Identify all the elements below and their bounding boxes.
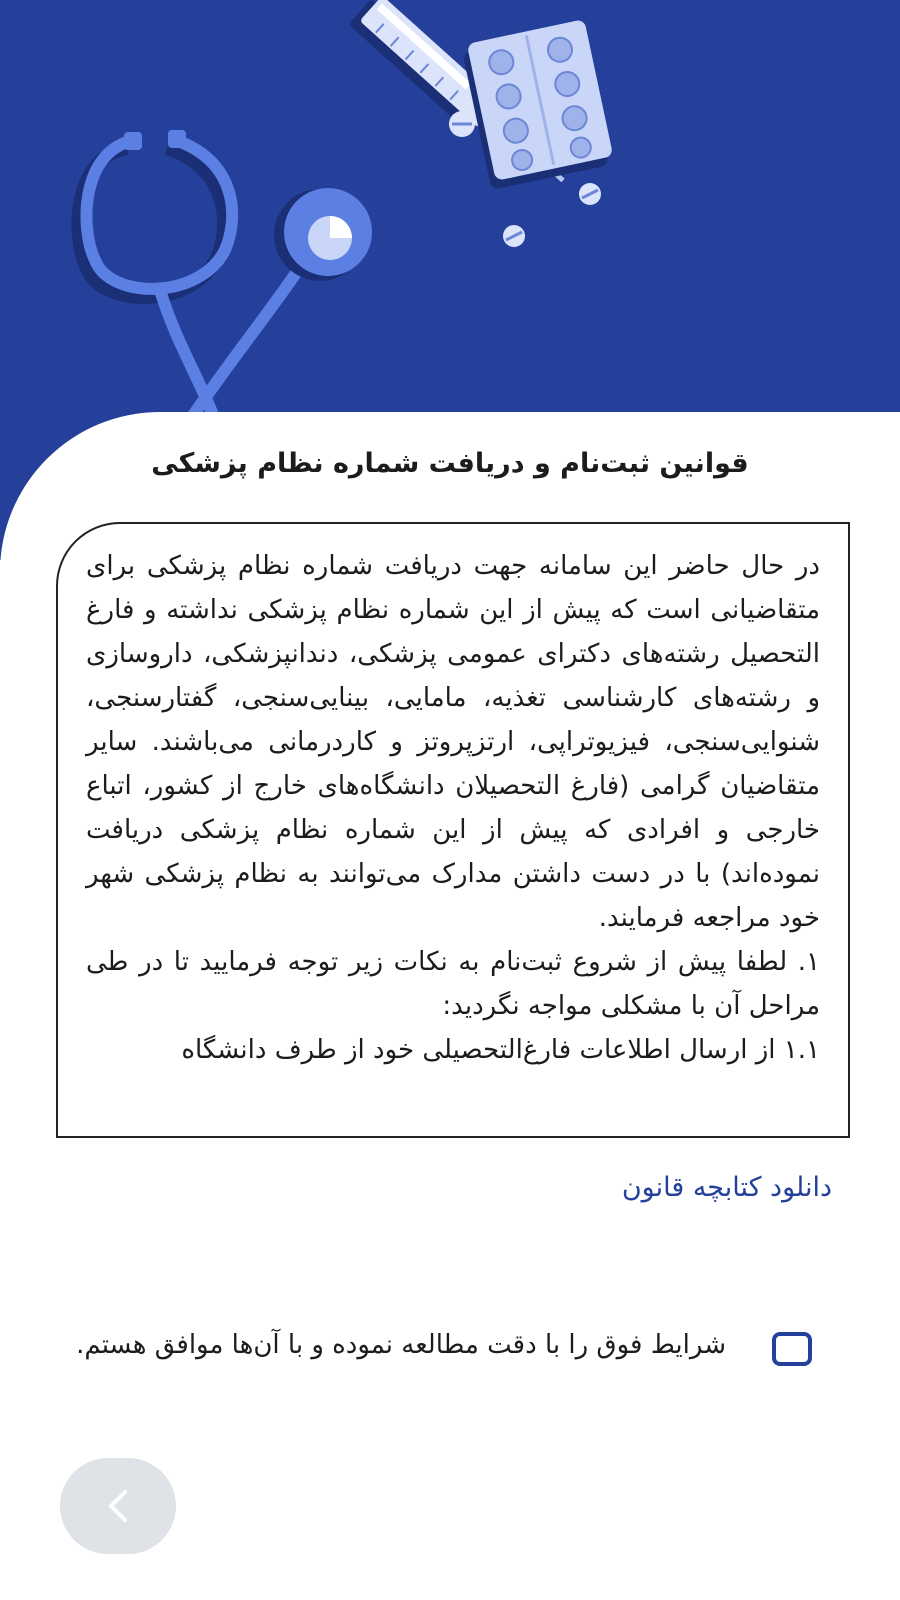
download-rules-booklet-link[interactable]: دانلود کتابچه قانون — [621, 1172, 832, 1203]
rules-paragraph: ۱. لطفا پیش از شروع ثبت‌نام به نکات زیر توجه فرمایید تا در طی مراحل آن با مشکلی مواجه نگردید: — [86, 947, 820, 1021]
rules-paragraph: در حال حاضر این سامانه جهت دریافت شماره نظام پزشکی برای متقاضیانی است که پیش از این شماره نظام پزشکی نداشته و فارغ التحصیل رشته‌های دکترای عمومی پزشکی، دندانپزشکی، داروسازی و رشته‌های کارشناسی تغذیه، مامایی، بینایی‌سنجی، گفتارسنجی، شنوایی‌سنجی، فیزیوتراپی، ارتزپروتز و کاردرمانی می‌باشند. سایر متقاضیان گرامی (فارغ التحصیلان دانشگاه‌های خارج از کشور، اتباع خارجی و افرادی که پیش از این شماره نظام پزشکی دریافت نموده‌اند) با در دست داشتن مدارک می‌توانند به نظام پزشکی شهر خود مراجعه فرمایند. — [86, 551, 820, 933]
rules-text — [58, 524, 848, 1072]
rules-paragraph: ۱.۱ از ارسال اطلاعات فارغ‌التحصیلی خود از طرف دانشگاه — [181, 1035, 820, 1065]
page-title: قوانین ثبت‌نام و دریافت شماره نظام پزشکی — [151, 448, 749, 479]
agreement-label: شرایط فوق را با دقت مطالعه نموده و با آن‌ها موافق هستم. — [76, 1330, 726, 1360]
rules-scroll-box[interactable] — [56, 522, 850, 1138]
back-button[interactable] — [60, 1458, 176, 1554]
agreement-checkbox[interactable] — [772, 1332, 812, 1366]
chevron-left-icon — [101, 1486, 135, 1526]
pill-blister-icon — [461, 19, 615, 190]
agreement-row — [52, 1322, 812, 1368]
content-sheet — [0, 412, 900, 1600]
stethoscope-icon — [78, 130, 372, 420]
